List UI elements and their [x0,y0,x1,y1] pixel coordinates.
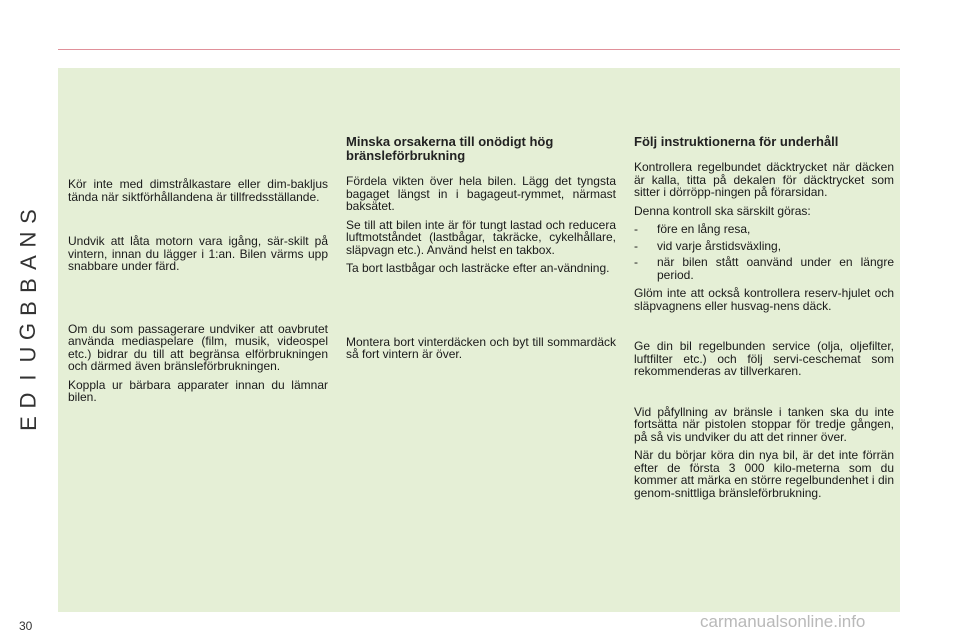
section-title-letter: U [15,346,41,363]
page-number: 30 [19,619,33,633]
paragraph: Denna kontroll ska särskilt göras: [634,203,811,218]
paragraph: Kontrollera regelbundet däcktrycket när däcken är kalla, titta på dekalen för däcktrycket som sitter i dörröpp-ningen på förarsidan. [634,160,894,199]
paragraph: Kör inte med dimstrålkastare eller dim-bakljus tända när siktförhållandena är tillfredsställande. [68,177,328,204]
column-left [68,178,328,410]
section-title-letter: G [15,322,41,341]
paragraph: Vid påfyllning av bränsle i tanken ska du inte fortsätta när pistolen stoppar för tredje gången, på så vis undviker du att det rinner över. [634,404,894,444]
paragraph: Ge din bil regelbunden service (olja, oljefilter, luftfilter etc.) och följ servi-ceschemat som rekommenderas av tillverkaren. [634,339,894,378]
paragraph: Montera bort vinterdäcken och byt till sommardäck så fort vintern är över. [346,334,616,361]
paragraph: Fördela vikten över hela bilen. Lägg det tyngsta bagaget längst in i bagageut-rymmet, närmast baksätet. [346,174,616,213]
top-rule [58,49,900,50]
section-title-letter: S [15,209,41,224]
column-right [634,135,894,505]
paragraph: Koppla ur bärbara apparater innan du lämnar bilen. [68,377,328,404]
paragraph: Ta bort lastbågar och lasträcke efter an-vändning. [346,261,610,275]
list-item: - före en lång resa, [634,223,894,236]
section-title-letter: I [15,374,41,381]
list-item: - vid varje årstidsväxling, [634,240,894,253]
section-heading: Följ instruktionerna för underhåll [634,134,839,149]
section-title-letter: N [15,231,41,248]
paragraph: Undvik att låta motorn vara igång, sär-skilt på vintern, innan du lägger i 1:an. Bilen värms upp snabbare under färd. [68,234,328,273]
section-title-letter: A [15,255,41,270]
paragraph: När du börjar köra din nya bil, är det inte förrän efter de första 3 000 kilo-meterna som du kommer att märka en större regelbundenhet i din genom-snittliga bränsleförbrukning. [634,448,894,500]
paragraph: Om du som passagerare undviker att oavbrutet använda mediaspelare (film, musik, videospel etc.) bidrar du till att begränsa elförbrukningen och därmed även bränsleförbrukningen. [68,321,328,373]
bullet-list [634,223,894,281]
paragraph: Se till att bilen inte är för tungt lastad och reducera luftmotståndet (lastbågar, takräcke, cykelhållare, släpvagn etc.). Använd helst en takbox. [346,217,616,257]
section-title-vertical [14,205,42,435]
section-title-letter: D [15,392,41,409]
list-item: - när bilen stått oanvänd under en längre period. [634,256,894,281]
paragraph: Glöm inte att också kontrollera reserv-hjulet och släpvagnens eller husvag-nens däck. [634,286,894,313]
section-heading: Minska orsakerna till onödigt hög bränsleförbrukning [346,134,554,163]
column-middle [346,135,616,367]
watermark-text: carmanualsonline.info [700,612,866,631]
section-title-letter: E [15,416,41,431]
section-title-letter: B [15,301,41,316]
section-title-letter: B [15,278,41,293]
